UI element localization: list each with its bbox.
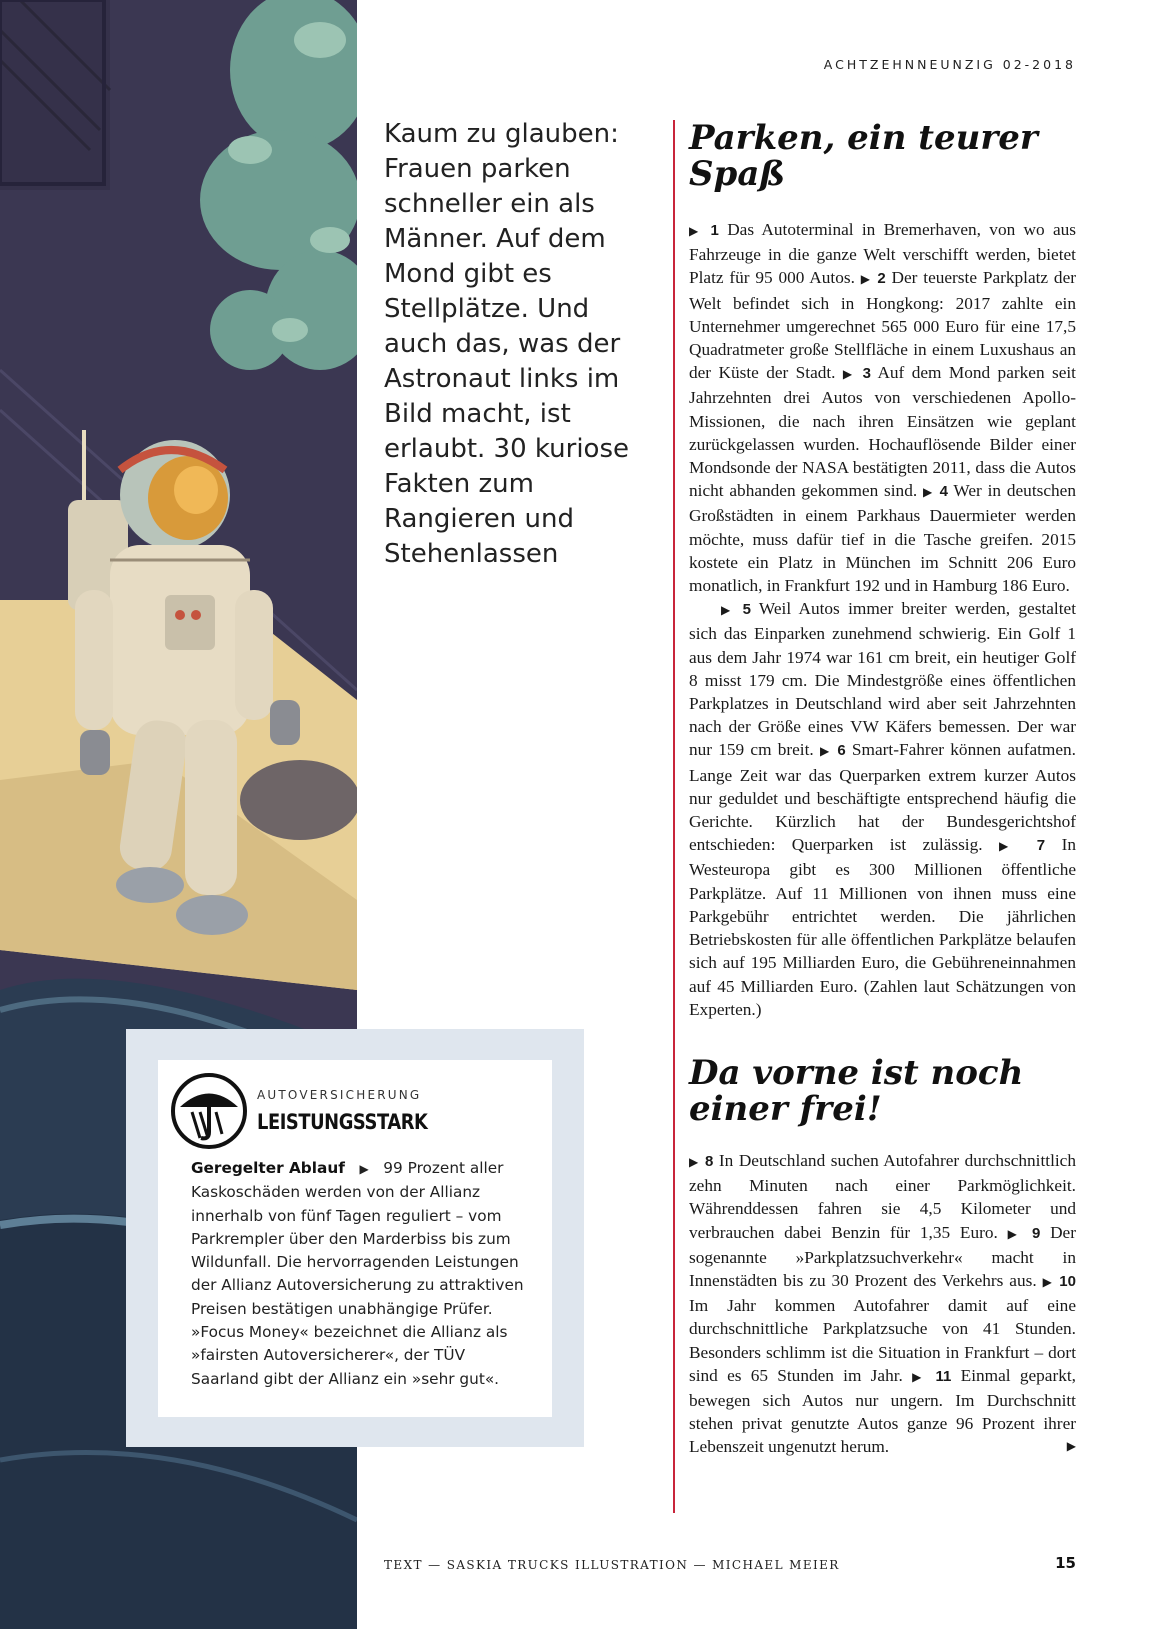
fact-text: Im Jahr kommen Autofahrer damit auf eine durchschnittliche Parkplatzsuche von 41 Stunden. Besonders schlimm ist die Situation in Frankfurt – dort sind es 65 Stunden im Jahr. [689, 1296, 1076, 1385]
fact-number: 4 [939, 483, 948, 501]
arrow-icon: ▶ [1007, 1226, 1023, 1241]
infobox-text [191, 1157, 525, 1391]
article-paragraph-3 [689, 1149, 1076, 1459]
article-paragraph-2 [689, 597, 1076, 1021]
arrow-icon: ▶ [912, 1369, 927, 1384]
infobox [126, 1029, 584, 1447]
arrow-icon: ▶ [359, 1162, 369, 1176]
masthead: ACHTZEHNNEUNZIG 02-2018 [823, 57, 1076, 72]
fact-text: Das Autoterminal in Bremerhaven, von wo aus Fahrzeuge in die ganze Welt verschifft werden, bietet Platz für 95 000 Autos. [689, 220, 1076, 288]
infobox-lead: Geregelter Ablauf [191, 1159, 345, 1177]
fact-number: 2 [877, 270, 886, 288]
arrow-icon: ▶ [999, 839, 1021, 854]
arrow-icon: ▶ [860, 272, 872, 287]
fact-text: Wer in deutschen Großstädten in einem Parkhaus Dauermieter werden möchte, muss dafür tief in die Tasche greifen. 2015 kostete ein Platz in München im Schnitt 206 Euro monatlich, in Frankfurt 192 und in Hamburg 186 Euro. [689, 481, 1076, 596]
fact-number: 3 [862, 365, 871, 383]
fact-number: 8 [705, 1152, 714, 1170]
article-heading-1: Parken, ein teurer Spaß [689, 118, 1038, 194]
fact-number: 1 [710, 222, 719, 239]
article-paragraph-1 [689, 218, 1076, 597]
infobox-panel [158, 1060, 552, 1417]
fact-text: Smart-Fahrer können aufatmen. Lange Zeit war das Querparken extrem kurzer Autos nur geduldet und beschäftigte entsprechend häufig die Gerichte. Kürzlich hat der Bundesgerichtshof entschieden: Querparken ist zulässig. [689, 740, 1076, 855]
arrow-icon: ▶ [689, 1154, 700, 1169]
fact-text: Der teuerste Parkplatz der Welt befindet sich in Hongkong: 2017 zahlte ein Unternehmer umgerechnet 565 000 Euro für eine 17,5 Quadratmeter große Stellfläche in einem Luxushaus an der Küste der Stadt. [689, 268, 1076, 383]
fact-number: 5 [742, 601, 751, 619]
fact-text: Auf dem Mond parken seit Jahrzehnten drei Autos von verschiedenen Apollo-Missionen, die nach ihren Einsätzen wie geplant zurückgelassen wurden. Hochauflösende Bilder einer Mondsonde der NASA bestätigten 2011, dass die Autos nicht abhanden gekommen sind. [689, 363, 1076, 501]
fact-number: 7 [1036, 837, 1046, 855]
page-number: 15 [1055, 1554, 1076, 1572]
arrow-icon: ▶ [819, 744, 832, 759]
umbrella-logo-icon [170, 1072, 248, 1150]
fact-text: In Deutschland suchen Autofahrer durchschnittlich zehn Minuten nach einer Parkmöglichkeit. Währenddessen fahren sie 4,5 Kilometer und verbrauchen dabei Benzin für 1,35 Euro. [689, 1150, 1076, 1242]
arrow-icon: ▶ [1042, 1274, 1054, 1289]
fact-text: Der sogenannte »Parkplatzsuchverkehr« macht in Innenstädten bis zu 30 Prozent des Verkehrs aus. [689, 1222, 1076, 1290]
fact-text: Einmal geparkt, bewegen sich Autos nur ungern. Im Durchschnitt stehen privat genutzte Autos ganze 96 Prozent ihrer Lebenszeit ungenutzt herum. [689, 1365, 1076, 1457]
article-column [673, 120, 1076, 1513]
fact-number: 6 [837, 742, 846, 760]
intro-text: Kaum zu glauben: Frauen parken schneller ein als Männer. Auf dem Mond gibt es Stellplätze. Und auch das, was der Astronaut links im Bild macht, ist erlaubt. 30 kuriose Fakten zum Rangieren und Stehenlassen [384, 119, 629, 569]
infobox-title: LEISTUNGSSTARK [257, 1110, 428, 1134]
arrow-icon: ▶ [923, 485, 934, 500]
fact-number: 9 [1031, 1224, 1041, 1242]
infobox-body: 99 Prozent aller Kaskoschäden werden von der Allianz innerhalb von fünf Tagen reguliert – vom Parkrempler über den Marderbiss bis zum Wildunfall. Die hervorragenden Leistungen der Allianz Autoversicherung zu attraktiven Preisen bestätigen unabhängige Prüfer. »Focus Money« bezeichnet die Allianz als »fairsten Autoversicherer«, der TÜV Saarland gibt der Allianz ein »sehr gut«. [191, 1159, 524, 1388]
arrow-icon: ▶ [721, 603, 735, 618]
arrow-icon: ▶ [689, 224, 703, 238]
fact-number: 10 [1059, 1272, 1076, 1290]
footer-credit: TEXT — SASKIA TRUCKS ILLUSTRATION — MICHAEL MEIER [384, 1558, 840, 1572]
arrow-icon: ▶ [842, 367, 856, 382]
fact-text: In Westeuropa gibt es 300 Millionen öffentliche Parkplätze. Auf 11 Millionen von ihnen muss eine Parkgebühr entrichtet werden. Die jährlichen Betriebskosten für alle öffentlichen Parkplätze belaufen sich auf 195 Milliarden Euro, die Gebühreneinnahmen auf 45 Milliarden Euro. (Zahlen laut Schätzungen von Experten.) [689, 835, 1076, 1019]
article-heading-2: Da vorne ist noch einer frei! [689, 1052, 1024, 1129]
fact-number: 11 [935, 1367, 952, 1385]
infobox-kicker: AUTOVERSICHERUNG [257, 1088, 422, 1102]
fact-text: Weil Autos immer breiter werden, gestaltet sich das Einparken zunehmend schwierig. Ein Golf 1 aus dem Jahr 1974 war 161 cm breit, ein heutiger Golf 8 misst 179 cm. Die Mindestgröße eines öffentlichen Parkplatzes in Deutschland wird aber seit Jahrzehnten nach der Größe eines VW Käfers bemessen. Der war nur 159 cm breit. [689, 599, 1076, 760]
continue-arrow-icon: ▶ [1066, 1438, 1076, 1453]
